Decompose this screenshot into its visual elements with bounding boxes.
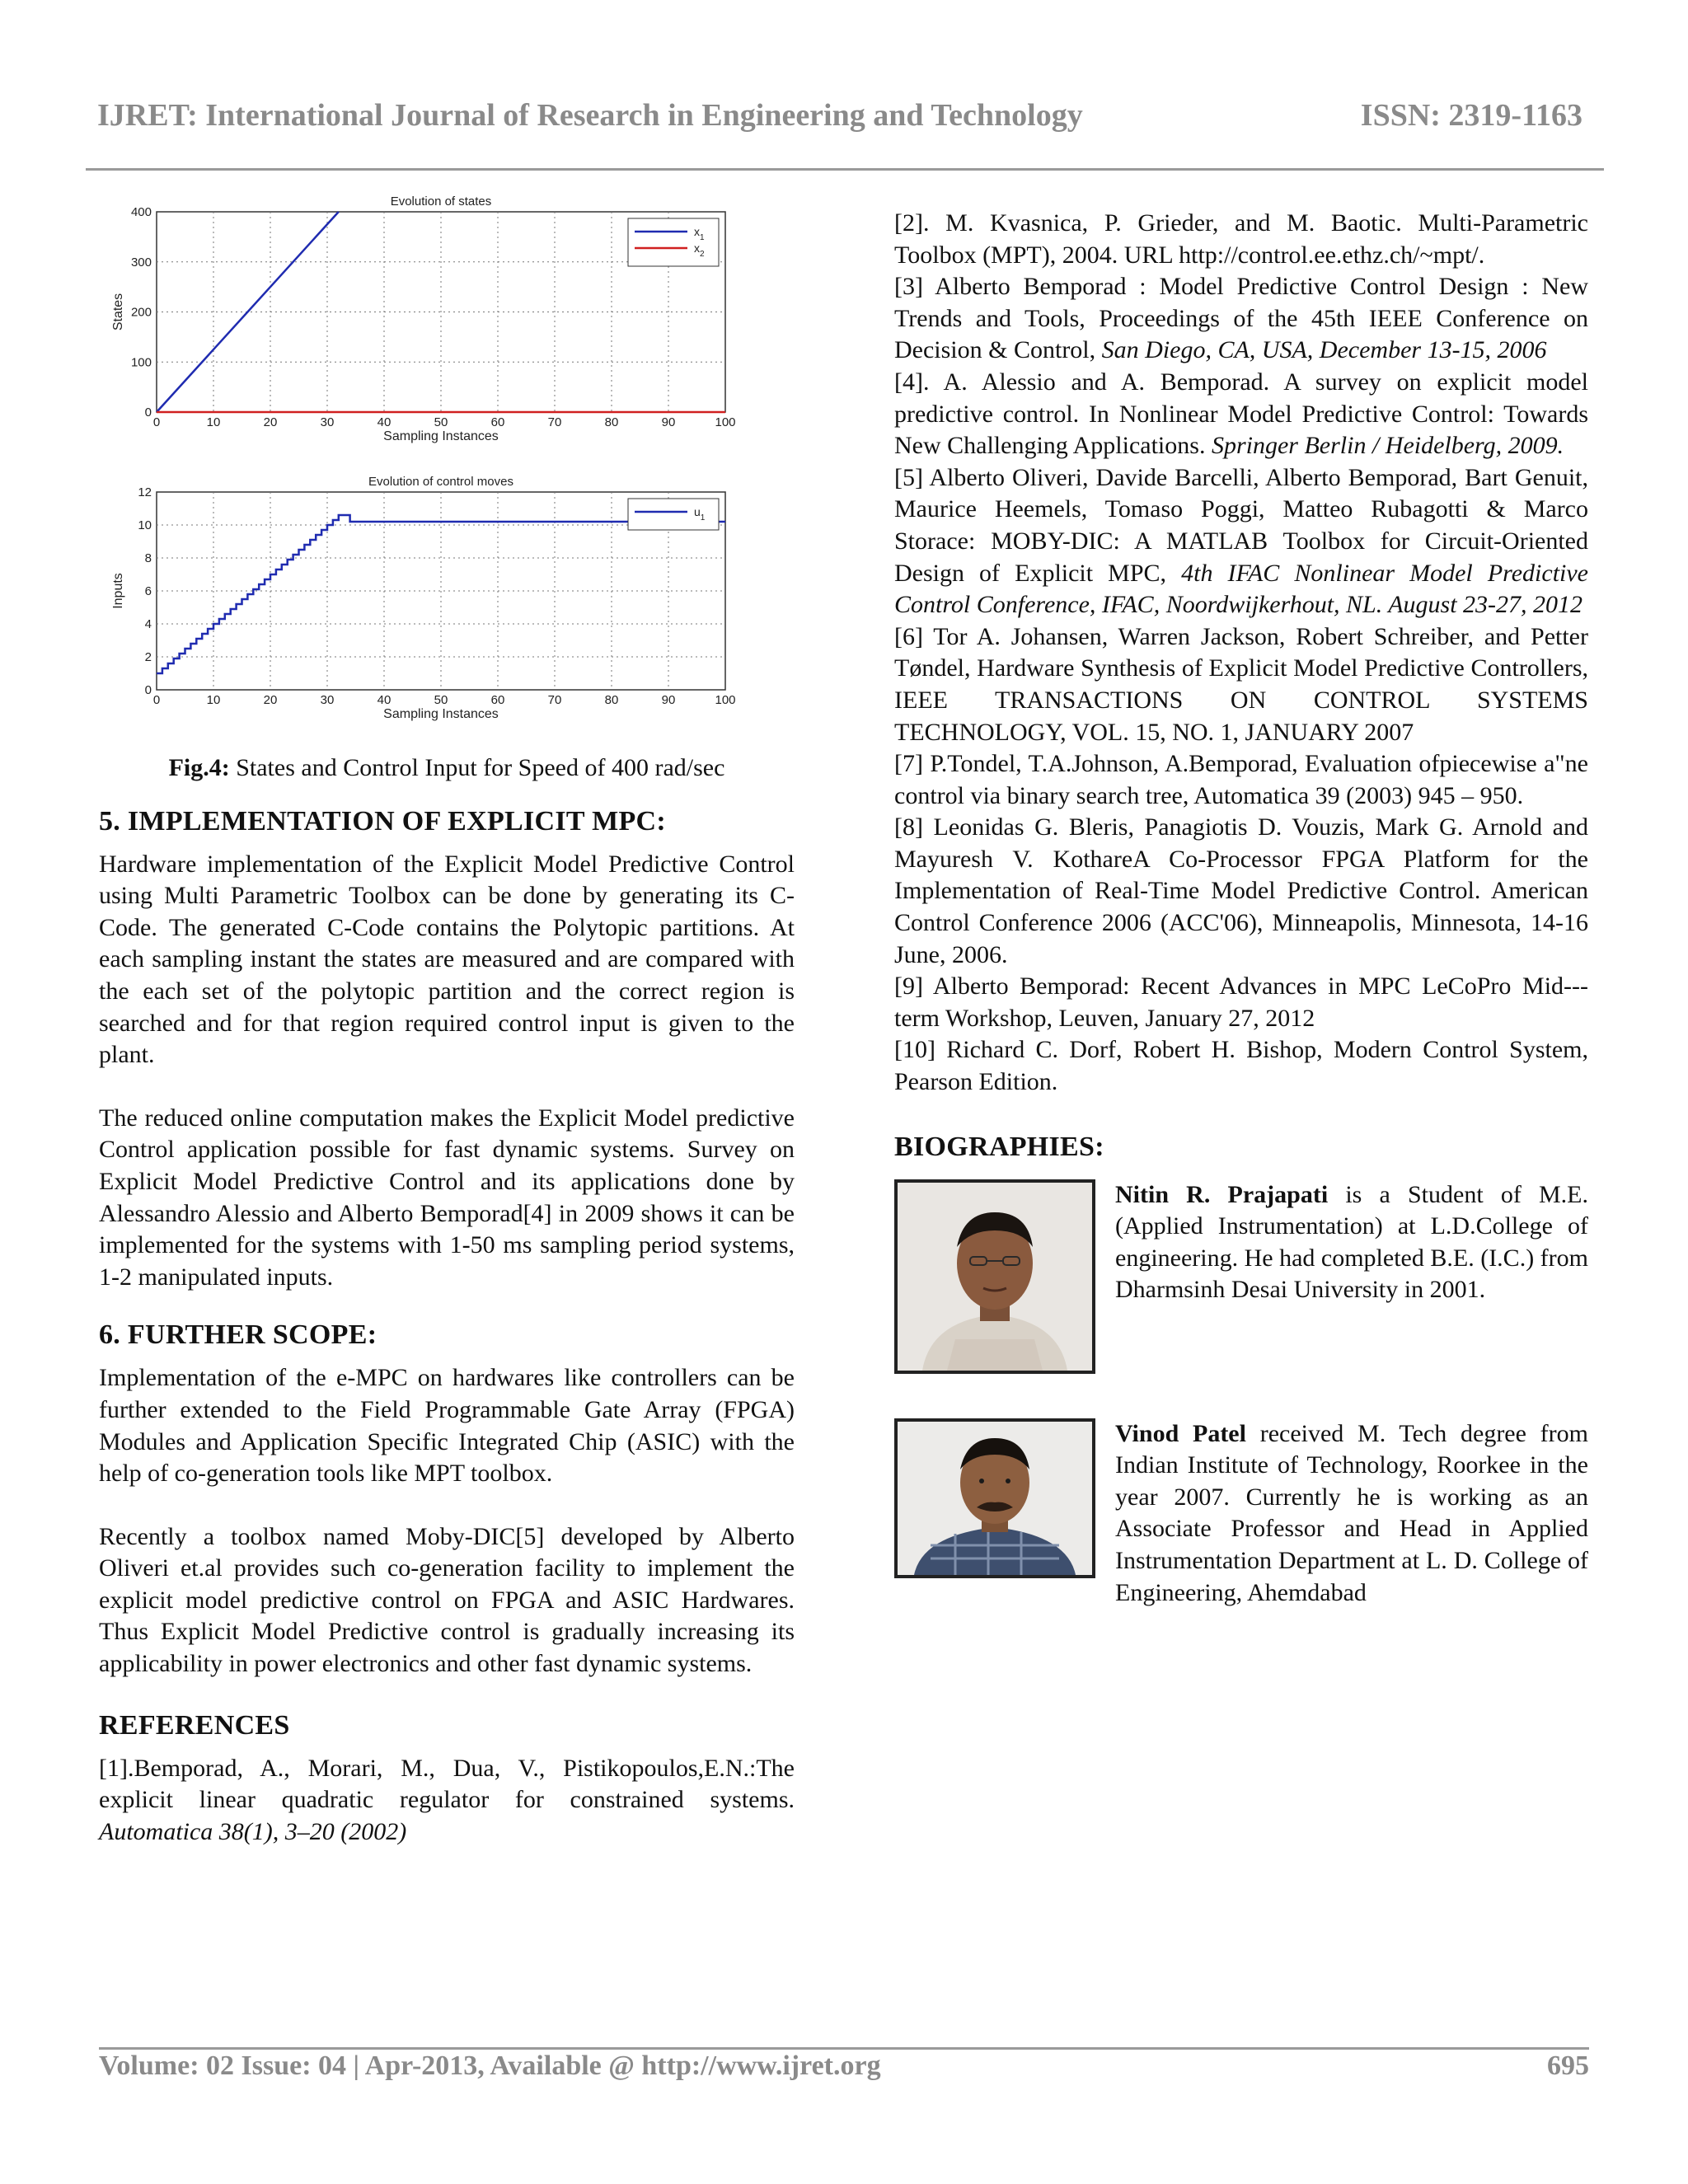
chart-0-x-axis-label: Sampling Instances bbox=[383, 429, 499, 443]
reference-6 bbox=[894, 621, 1588, 748]
biography-prajapati-name: Nitin R. Prajapati bbox=[1115, 1180, 1329, 1208]
page-header bbox=[97, 97, 1582, 134]
chart-0-x-tick-label: 30 bbox=[320, 415, 335, 429]
page-number: 695 bbox=[1547, 2050, 1589, 2081]
reference-10 bbox=[894, 1034, 1588, 1098]
section-heading-biographies: BIOGRAPHIES: bbox=[894, 1131, 1104, 1162]
chart-0-x-tick-label: 0 bbox=[152, 415, 161, 429]
figure-4 bbox=[99, 183, 795, 748]
footer-rule bbox=[99, 2047, 1589, 2050]
portrait-image bbox=[898, 1183, 1092, 1371]
header-rule bbox=[86, 168, 1604, 171]
chart-1-x-tick-label: 10 bbox=[206, 693, 221, 707]
reference-8 bbox=[894, 812, 1588, 971]
biography-patel-name: Vinod Patel bbox=[1115, 1419, 1246, 1447]
chart-0-y-tick-label: 0 bbox=[144, 405, 152, 419]
chart-0-x-tick-label: 70 bbox=[547, 415, 562, 429]
reference-7 bbox=[894, 748, 1588, 812]
chart-0-x-tick-label: 60 bbox=[490, 415, 505, 429]
biography-patel-body: received M. Tech degree from Indian Institute of Technology, Roorkee in the year 2007. Currently he is working as an Associate Professor and Head in Applied Instrumentation Department at L. D. College of Engineering, Ahemdabad bbox=[1115, 1419, 1588, 1606]
footer-volume: Volume: 02 Issue: 04 | Apr-2013, Available @ http://www.ijret.org bbox=[99, 2050, 881, 2081]
reference-7-text: [7] P.Tondel, T.A.Johnson, A.Bemporad, Evaluation ofpiecewise a"ne control via binary search tree, Automatica 39 (2003) 945 – 950. bbox=[894, 750, 1588, 809]
biography-prajapati-text bbox=[1115, 1179, 1588, 1306]
reference-9 bbox=[894, 971, 1588, 1034]
chart-1-legend-label-u1: $u_1$ bbox=[694, 505, 706, 523]
chart-1-y-tick-label: 10 bbox=[138, 518, 152, 532]
chart-1-x-tick-label: 0 bbox=[152, 693, 161, 707]
chart-1-x-tick-label: 80 bbox=[604, 693, 619, 707]
chart-1-y-tick-label: 12 bbox=[138, 485, 152, 499]
chart-0-x-tick-label: 20 bbox=[263, 415, 278, 429]
biography-prajapati bbox=[894, 1179, 1588, 1418]
reference-9-text: [9] Alberto Bemporad: Recent Advances in MPC LeCoPro Mid---term Workshop, Leuven, January 27, 2012 bbox=[894, 972, 1588, 1032]
further-scope-paragraph-2: Recently a toolbox named Moby-DIC[5] developed by Alberto Oliveri et.al provides such co-generation facility to implement the explicit model predictive control on FPGA and ASIC Hardwares. Thus Explicit Model Predictive control is gradually increasing its applicability in power electronics and other fast dynamic systems. bbox=[99, 1522, 795, 1678]
biography-patel bbox=[894, 1418, 1588, 1633]
figure-caption bbox=[99, 752, 795, 785]
chart-1-legend bbox=[628, 499, 719, 530]
journal-title: IJRET: International Journal of Research in Engineering and Technology bbox=[97, 98, 1083, 133]
reference-8-text: [8] Leonidas G. Bleris, Panagiotis D. Vouzis, Mark G. Arnold and Mayuresh V. KothareA Co-Processor FPGA Platform for the Implementation of Real-Time Model Predictive Control. American Control Conference 2006 (ACC'06), Minneapolis, Minnesota, 14-16 June, 2006. bbox=[894, 813, 1588, 968]
chart-1-x-tick-label: 70 bbox=[547, 693, 562, 707]
author-photo-prajapati bbox=[894, 1179, 1095, 1374]
biography-patel-text bbox=[1115, 1418, 1588, 1610]
chart-1-x-tick-label: 90 bbox=[661, 693, 676, 707]
chart-0-y-tick-label: 200 bbox=[130, 305, 152, 320]
chart-0-y-axis-label: States bbox=[111, 293, 125, 331]
reference-1-source: Automatica 38(1), 3–20 (2002) bbox=[99, 1817, 407, 1845]
chart-1-x-tick-label: 100 bbox=[715, 693, 736, 707]
reference-4 bbox=[894, 367, 1588, 462]
chart-1-y-tick-label: 2 bbox=[144, 650, 152, 664]
chart-1-x-tick-label: 30 bbox=[320, 693, 335, 707]
issn: ISSN: 2319-1163 bbox=[1360, 98, 1582, 133]
chart-1-y-tick-label: 0 bbox=[144, 683, 152, 697]
right-column bbox=[894, 208, 1588, 1633]
reference-3-source: San Diego, CA, USA, December 13-15, 2006 bbox=[1101, 336, 1547, 364]
figure-caption-text: States and Control Input for Speed of 400 rad/sec bbox=[229, 754, 725, 781]
chart-0-x-tick-label: 90 bbox=[661, 415, 676, 429]
reference-5 bbox=[894, 462, 1588, 621]
reference-1-text: [1].Bemporad, A., Morari, M., Dua, V., Pistikopoulos,E.N.:The explicit linear quadratic regulator for constrained systems. bbox=[99, 1754, 795, 1814]
biography-prajapati-body: is a Student of M.E. (Applied Instrumentation) at L.D.College of engineering. He had completed B.E. (I.C.) from Dharmsinh Desai University in 2001. bbox=[1115, 1180, 1588, 1304]
reference-4-source: Springer Berlin / Heidelberg, 2009. bbox=[1211, 432, 1564, 460]
reference-4-text: [4]. A. Alessio and A. Bemporad. A survey on explicit model predictive control. In Nonlinear Model Predictive Control: Towards New Challenging Applications. bbox=[894, 368, 1588, 460]
further-scope-paragraph-1: Implementation of the e-MPC on hardwares like controllers can be further extended to the Field Programmable Gate Array (FPGA) Modules and Application Specific Integrated Chip (ASIC) with the help of co-generation tools like MPT toolbox. bbox=[99, 1364, 795, 1488]
reference-10-text: [10] Richard C. Dorf, Robert H. Bishop, Modern Control System, Pearson Edition. bbox=[894, 1036, 1588, 1096]
section-heading-implementation: 5. IMPLEMENTATION OF EXPLICIT MPC: bbox=[99, 805, 667, 837]
portrait-image bbox=[898, 1422, 1092, 1575]
chart-0-legend-label-x1: $x_1$ bbox=[694, 225, 705, 242]
chart-1-y-tick-label: 6 bbox=[144, 584, 152, 598]
chart-1-y-tick-label: 8 bbox=[144, 551, 152, 565]
chart-1-y-axis-label: Inputs bbox=[111, 573, 125, 609]
figure-caption-label: Fig.4: bbox=[168, 754, 230, 781]
left-column bbox=[99, 183, 795, 1848]
chart-0-y-tick-label: 300 bbox=[130, 255, 152, 269]
chart-1-y-tick-label: 4 bbox=[144, 617, 152, 631]
reference-2 bbox=[894, 208, 1588, 271]
chart-1-x-tick-label: 20 bbox=[263, 693, 278, 707]
section-heading-further-scope: 6. FURTHER SCOPE: bbox=[99, 1319, 377, 1351]
reference-3-text: [3] Alberto Bemporad : Model Predictive Control Design : New Trends and Tools, Proceedings of the 45th IEEE Conference on Decision & Control, bbox=[894, 273, 1588, 364]
chart-0-title: Evolution of states bbox=[390, 194, 492, 209]
reference-5-source: 4th IFAC Nonlinear Model Predictive Control Conference, IFAC, Noordwijkerhout, NL. August 23-27, 2012 bbox=[894, 559, 1588, 619]
chart-0-x-tick-label: 40 bbox=[377, 415, 392, 429]
chart-1-x-tick-label: 50 bbox=[434, 693, 448, 707]
chart-1-title: Evolution of control moves bbox=[368, 475, 513, 489]
chart-0-legend bbox=[628, 218, 719, 266]
reference-6-text: [6] Tor A. Johansen, Warren Jackson, Robert Schreiber, and Petter Tøndel, Hardware Synthesis of Explicit Model Predictive Controllers, IEEE TRANSACTIONS ON CONTROL SYSTEMS TECHNOLOGY, VOL. 15, NO. 1, JANUARY 2007 bbox=[894, 622, 1588, 746]
chart-0-x-tick-label: 80 bbox=[604, 415, 619, 429]
chart-1-x-tick-label: 60 bbox=[490, 693, 505, 707]
chart-0-legend-label-x2: $x_2$ bbox=[694, 241, 705, 259]
section-heading-references: REFERENCES bbox=[99, 1709, 290, 1741]
chart-1-x-axis-label: Sampling Instances bbox=[383, 707, 499, 721]
author-photo-patel bbox=[894, 1418, 1095, 1578]
reference-5-text: [5] Alberto Oliveri, Davide Barcelli, Alberto Bemporad, Bart Genuit, Maurice Heemels, Tomaso Poggi, Matteo Rubagotti & Marco Storace: MOBY-DIC: A MATLAB Toolbox for Circuit-Oriented Design of Explicit MPC, bbox=[894, 463, 1588, 587]
implementation-paragraph-2: The reduced online computation makes the Explicit Model predictive Control application possible for fast dynamic systems. Survey on Explicit Model Predictive Control and its applications done by Alessandro Alessio and Alberto Bemporad[4] in 2009 shows it can be implemented for the systems with 1-50 ms sampling period systems, 1-2 manipulated inputs. bbox=[99, 1104, 795, 1291]
figure-4-charts bbox=[99, 183, 795, 743]
chart-1-x-tick-label: 40 bbox=[377, 693, 392, 707]
reference-3 bbox=[894, 271, 1588, 367]
reference-2-text: [2]. M. Kvasnica, P. Grieder, and M. Baotic. Multi-Parametric Toolbox (MPT), 2004. URL http://control.ee.ethz.ch/~mpt/. bbox=[894, 209, 1588, 269]
chart-0-x-tick-label: 50 bbox=[434, 415, 448, 429]
chart-0-x-tick-label: 100 bbox=[715, 415, 736, 429]
chart-0-x-tick-label: 10 bbox=[206, 415, 221, 429]
reference-1 bbox=[99, 1753, 795, 1849]
page-footer bbox=[99, 2050, 1589, 2082]
chart-0-y-tick-label: 100 bbox=[130, 355, 152, 370]
chart-0-y-tick-label: 400 bbox=[130, 205, 152, 219]
implementation-paragraph-1: Hardware implementation of the Explicit Model Predictive Control using Multi Parametric Toolbox can be done by generating its C-Code. The generated C-Code contains the Polytopic partitions. At each sampling instant the states are measured and are compared with the each set of the polytopic partition and the correct region is searched and for that region required control input is given to the plant. bbox=[99, 850, 795, 1069]
